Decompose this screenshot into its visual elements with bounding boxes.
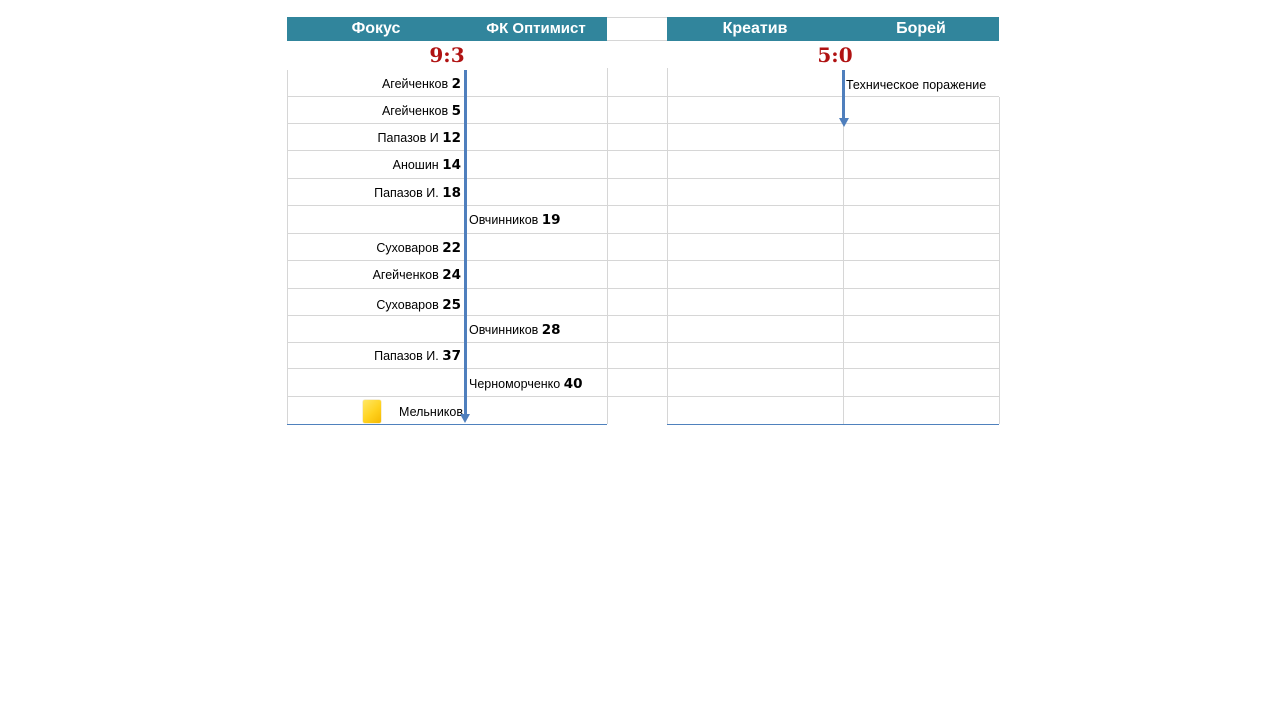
goal-minute: 2 <box>451 76 461 92</box>
grid-row <box>607 97 667 124</box>
team-header-fokus: Фокус <box>287 17 465 41</box>
grid-row <box>667 207 999 234</box>
player-name: Аношин <box>392 158 439 172</box>
grid-row <box>667 124 999 151</box>
goal-event-home <box>399 399 463 426</box>
header-gap <box>607 17 667 41</box>
grid-row <box>667 97 999 124</box>
player-name: Овчинников <box>469 323 539 337</box>
team-header-kreativ: Креатив <box>667 17 843 41</box>
table-bottom-border <box>667 424 999 425</box>
timeline-arrow-match2 <box>842 70 845 120</box>
grid-row <box>607 152 667 179</box>
goal-minute: 18 <box>442 185 461 201</box>
grid-row <box>667 289 999 316</box>
goal-minute: 22 <box>442 240 461 256</box>
goal-event-home <box>374 343 461 370</box>
grid-row <box>607 370 667 397</box>
timeline-arrowhead-match1 <box>460 414 470 423</box>
goal-event-home <box>382 98 461 125</box>
goal-minute: 40 <box>563 376 583 392</box>
player-name: Суховаров <box>376 298 439 312</box>
grid-row <box>667 262 999 289</box>
goal-minute: 28 <box>541 322 561 338</box>
grid-row <box>667 370 999 397</box>
player-name: Овчинников <box>469 213 539 227</box>
grid-row <box>607 124 667 151</box>
grid-column-line <box>999 97 1000 424</box>
grid-row <box>667 398 999 425</box>
goal-event-home <box>373 262 461 289</box>
goal-minute: 25 <box>442 297 461 313</box>
goal-minute: 37 <box>442 348 461 364</box>
goal-event-home <box>393 152 461 179</box>
team-header-optimist: ФК Оптимист <box>465 17 607 41</box>
grid-row <box>667 152 999 179</box>
player-name: Папазов И. <box>374 349 439 363</box>
goal-event-home <box>382 71 461 98</box>
timeline-arrow-match1 <box>464 70 467 416</box>
goal-event-home <box>376 235 461 262</box>
player-name: Агейченков <box>381 104 449 118</box>
goal-event-home <box>378 125 461 152</box>
grid-row <box>667 179 999 206</box>
player-name: Мельников <box>399 405 463 419</box>
grid-row <box>667 316 999 343</box>
goal-event-home <box>376 292 461 319</box>
player-name: Суховаров <box>376 241 439 255</box>
goal-event-away <box>469 317 561 344</box>
goal-minute: 19 <box>541 212 561 228</box>
goal-minute: 12 <box>442 130 461 146</box>
goal-event-away <box>469 207 561 234</box>
grid-row <box>607 234 667 261</box>
grid-row <box>607 342 667 369</box>
player-name: Агейченков <box>372 268 439 282</box>
score-match2: 5:0 <box>817 43 853 67</box>
grid-row <box>667 234 999 261</box>
grid-row <box>607 262 667 289</box>
grid-row <box>667 342 999 369</box>
goal-event-away <box>469 371 583 398</box>
grid-row <box>607 207 667 234</box>
score-match1: 9:3 <box>429 43 465 67</box>
technical-defeat-note: Техническое поражение <box>846 78 987 92</box>
goal-minute: 24 <box>442 267 461 283</box>
player-name: Черноморченко <box>469 377 561 391</box>
goal-minute: 14 <box>442 157 461 173</box>
player-name: Папазов И. <box>374 186 439 200</box>
player-name: Агейченков <box>381 77 449 91</box>
grid-column-line <box>607 68 608 424</box>
grid-row <box>607 398 667 425</box>
team-header-borey: Борей <box>843 17 999 41</box>
grid-row <box>607 179 667 206</box>
grid-column-line <box>287 70 288 424</box>
player-name: Папазов И <box>377 131 439 145</box>
grid-row <box>607 316 667 343</box>
yellow-card-icon <box>363 400 381 423</box>
grid-column-line <box>667 68 668 424</box>
grid-column-line <box>843 97 844 424</box>
timeline-arrowhead-match2 <box>839 118 849 127</box>
goal-minute: 5 <box>451 103 461 119</box>
goal-event-home <box>374 180 461 207</box>
grid-row <box>607 289 667 316</box>
grid-row <box>607 70 667 97</box>
